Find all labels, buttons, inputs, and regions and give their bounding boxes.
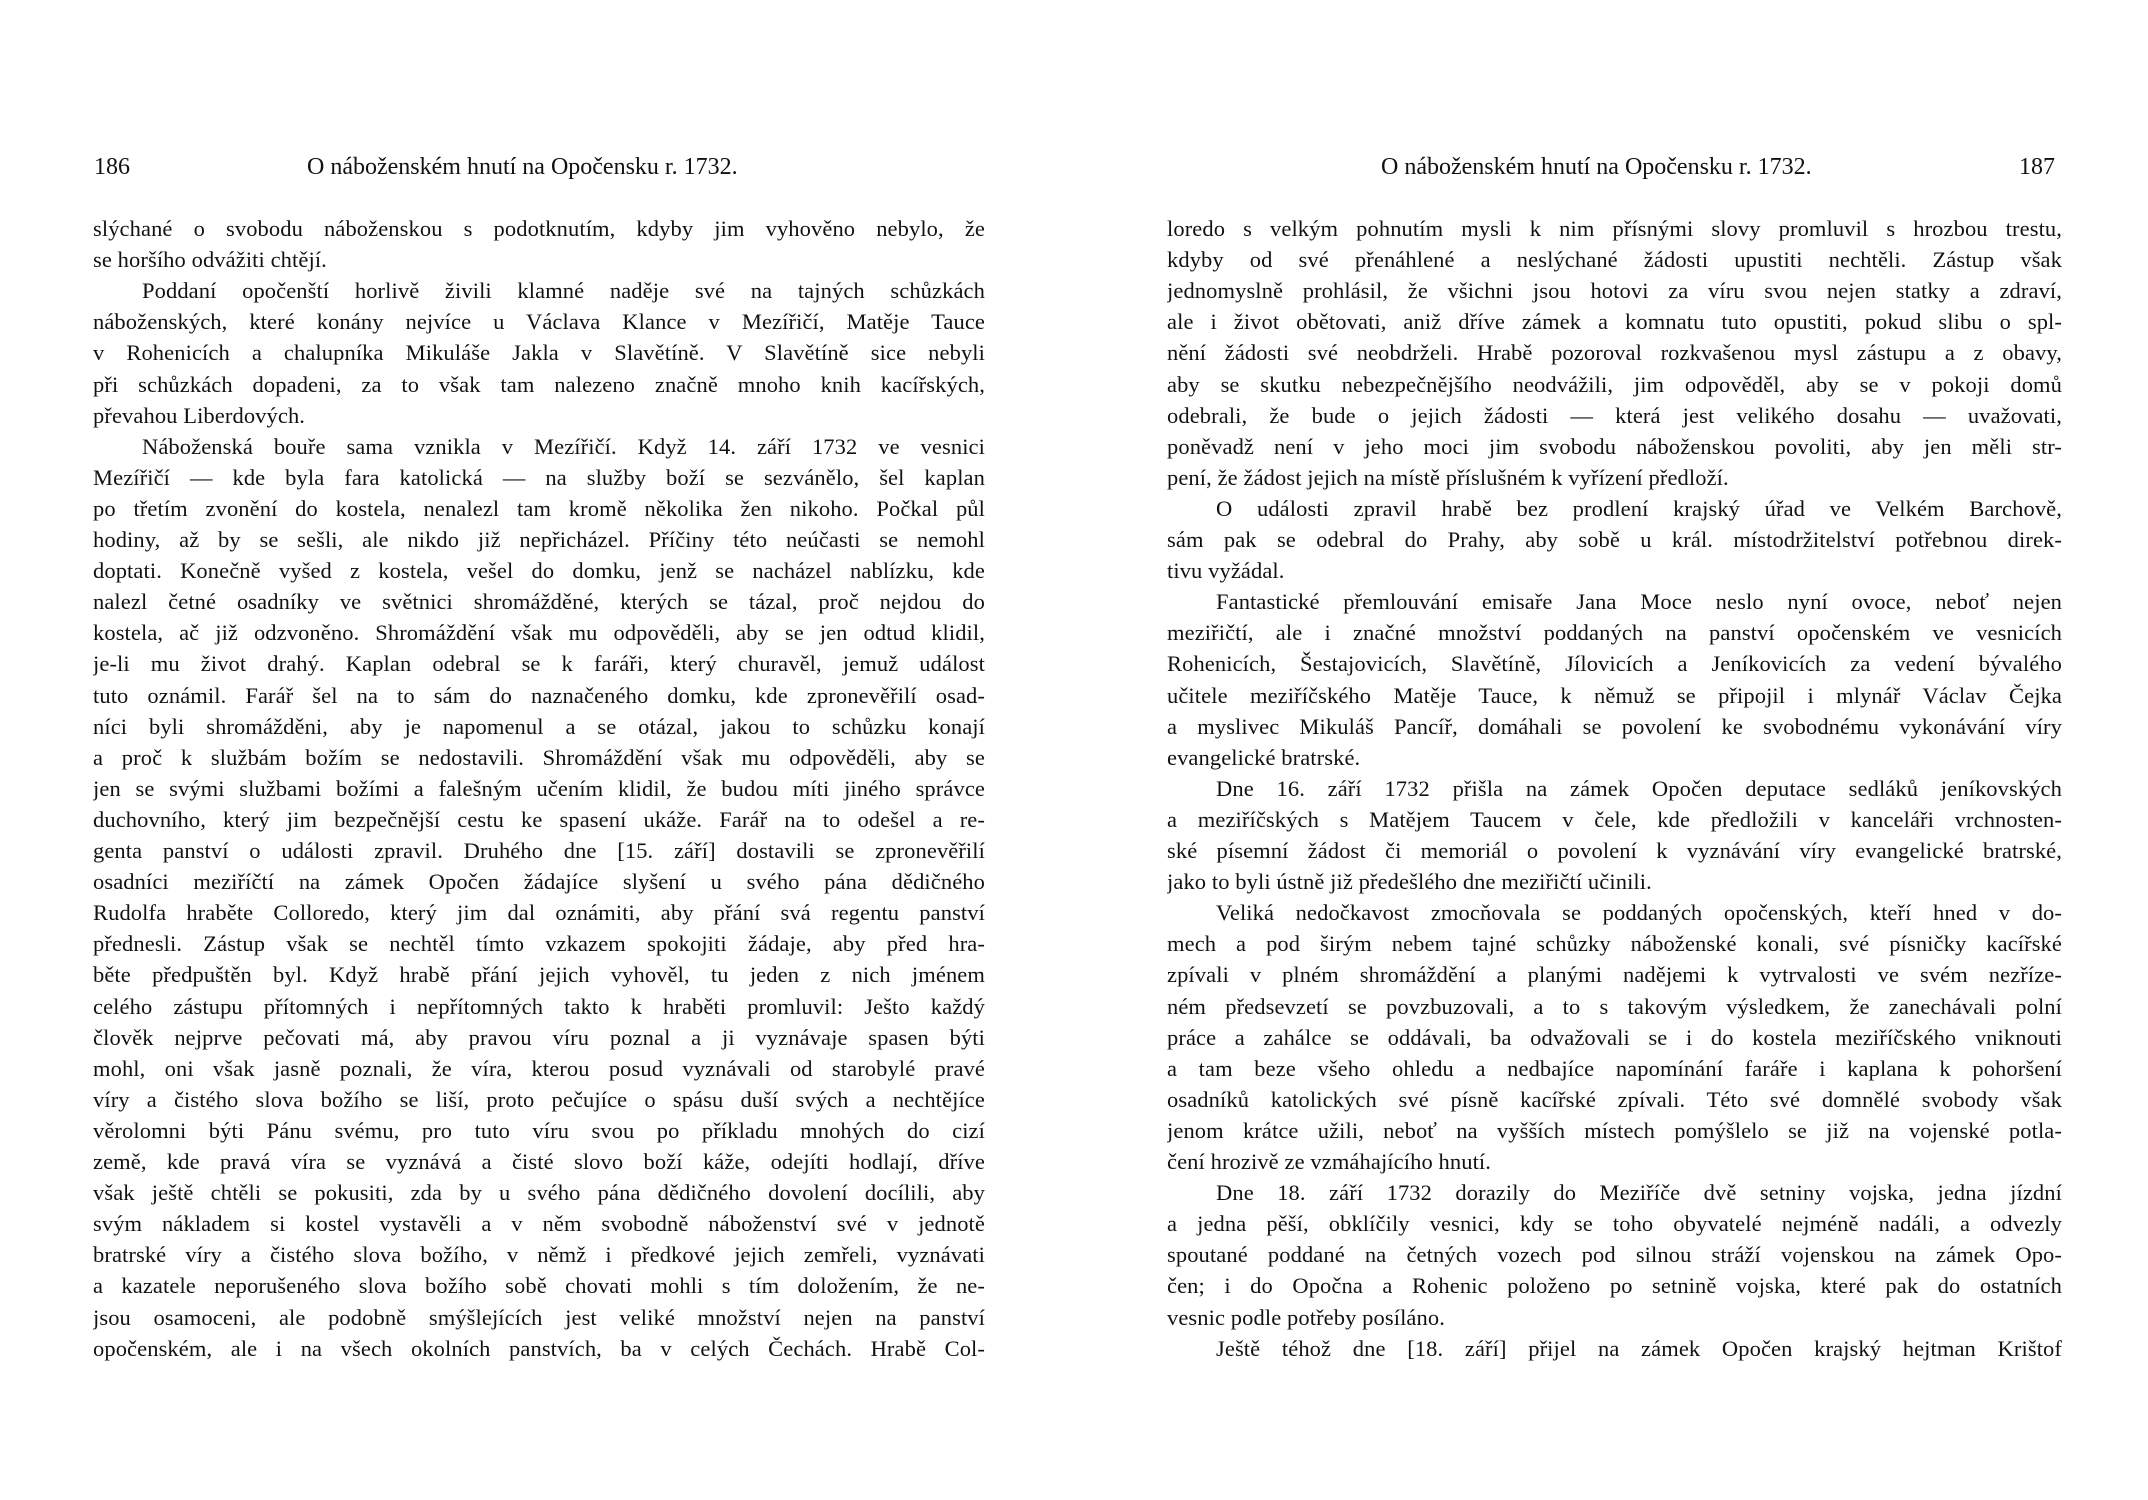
text-line: Rohenicích, Šestajovicích, Slavětíně, Jílovicích a Jeníkovicích za vedení bývalého	[1167, 651, 2062, 677]
text-line: ale i život obětovati, aniž dříve zámek a komnatu tuto opustiti, pokud slibu o spl-	[1167, 309, 2062, 335]
text-line: Náboženská bouře sama vznikla v Mezířičí. Když 14. září 1732 ve vesnici	[142, 433, 985, 459]
text-line: a jedna pěší, obklíčily vesnici, kdy se toho obyvatelé nejméně nadáli, a odvezly	[1167, 1211, 2062, 1237]
text-line: člověk nejprve pečovati má, aby pravou víru poznal a ji vyznávaje spasen býti	[93, 1024, 985, 1050]
text-line: O události zpravil hrabě bez prodlení krajský úřad ve Velkém Barchově,	[1216, 495, 2062, 521]
text-line: svým nákladem si kostel vystavěli a v něm svobodně náboženství své v jednotě	[93, 1211, 985, 1237]
text-line: hodiny, až by se sešli, ale nikdo již nepřicházel. Příčiny této neúčasti se nemohl	[93, 527, 985, 552]
text-line: evangelické bratrské.	[1167, 744, 1361, 770]
text-line: zpívali v plném shromáždění a planými nadějemi k vytrvalosti ve svém nezříze-	[1167, 962, 2062, 988]
text-line: doptati. Konečně vyšed z kostela, vešel do domku, jenž se nacházel nablízku, kde	[93, 558, 985, 584]
text-line: a myslivec Mikuláš Pancíř, domáhali se povolení ke svobodnému vykonávání víry	[1167, 713, 2062, 739]
text-line: tuto oznámil. Farář šel na to sám do naznačeného domku, kde zpronevěřilí osad-	[93, 682, 985, 708]
body-text	[1074, 0, 2148, 1500]
text-line: osadníků katolických své písně kacířské zpívali. Této své domnělé svobody však	[1167, 1086, 2062, 1112]
text-line: kdyby od své přenáhlené a neslýchané žádosti upustiti nechtěli. Zástup však	[1167, 247, 2062, 273]
text-line: ské písemní žádost či memoriál o povolení k vyznávání víry evangelické bratrské,	[1167, 838, 2062, 863]
text-line: spoutané poddané na četných vozech pod silnou stráží vojenskou na zámek Opo-	[1167, 1242, 2062, 1268]
text-line: Dne 18. září 1732 dorazily do Meziříče dvě setniny vojska, jedna jízdní	[1216, 1180, 2062, 1206]
text-line: opočenském, ale i na všech okolních panstvích, ba v celých Čechách. Hrabě Col-	[93, 1335, 985, 1361]
text-line: věrolomni býti Pánu svému, pro tuto víru svou po příkladu mnohých do cizí	[93, 1117, 985, 1143]
text-line: jako to byli ústně již předešlého dne meziřičtí učinili.	[1167, 869, 1652, 895]
text-line: kostela, ač již odzvoněno. Shromáždění však mu odpověděli, aby se jen odtud klidil,	[93, 620, 985, 646]
text-line: jen se svými službami božími a falešným učením klidil, že budou míti jiného správce	[93, 775, 985, 801]
text-line: učitele meziříčského Matěje Tauce, k němuž se připojil i mlynář Václav Čejka	[1167, 682, 2062, 708]
text-line: tivu vyžádal.	[1167, 558, 1285, 584]
text-line: aby se skutku nebezpečnějšího neodvážili, jim odpověděl, aby se v pokoji domů	[1167, 371, 2062, 397]
text-line: Fantastické přemlouvání emisaře Jana Moce neslo nyní ovoce, neboť nejen	[1216, 589, 2062, 615]
text-line: jenom krátce užili, neboť na vyšších místech pomýšlelo se již na vojenské potla-	[1167, 1117, 2062, 1143]
text-line: jednomyslně prohlásil, že všichni jsou hotovi za víru svou nejen statky a zdraví,	[1167, 278, 2062, 304]
text-line: po třetím zvonění do kostela, nenalezl tam kromě několika žen nikoho. Počkal půl	[93, 495, 985, 521]
page-number: 187	[2019, 154, 2055, 180]
text-line: Veliká nedočkavost zmocňovala se poddaných opočenských, kteří hned v do-	[1216, 900, 2062, 926]
text-line: víry a čistého slova božího se liší, proto pečujíce o spásu duší svých a nechtějíce	[93, 1086, 985, 1112]
text-line: Poddaní opočenští horlivě živili klamné naděje své na tajných schůzkách	[142, 278, 985, 304]
text-line: Dne 16. září 1732 přišla na zámek Opočen deputace sedláků jeníkovských	[1216, 775, 2062, 801]
text-line: nění žádosti své neobdrželi. Hrabě pozoroval rozkvašenou mysl zástupu a z obavy,	[1167, 340, 2062, 366]
text-line: poněvadž není v jeho moci jim svobodu náboženskou povoliti, aby jen měli str-	[1167, 433, 2062, 459]
text-line: země, kde pravá víra se vyznává a čisté slovo boží káže, odejíti hodlají, dříve	[93, 1149, 985, 1174]
text-line: a kazatele neporušeného slova božího sobě chovati mohli s tím doložením, že ne-	[93, 1273, 985, 1299]
text-line: vesnic podle potřeby posíláno.	[1167, 1304, 1445, 1330]
text-line: náboženských, které konány nejvíce u Václava Klance v Mezířičí, Matěje Tauce	[93, 309, 985, 335]
text-line: přednesli. Zástup však se nechtěl tímto vzkazem spokojiti žádaje, aby před hra-	[93, 931, 985, 957]
right-page	[1074, 0, 2148, 1500]
text-line: při schůzkách dopadeni, za to však tam nalezeno značně mnoho knih kacířských,	[93, 371, 985, 397]
text-line: se horšího odvážiti chtějí.	[93, 247, 327, 273]
text-line: duchovního, který jim bezpečnější cestu ke spasení ukáže. Farář na to odešel a re-	[93, 806, 985, 832]
text-line: Ještě téhož dne [18. září] přijel na zámek Opočen krajský hejtman Krištof	[1216, 1335, 2062, 1361]
text-line: níci byli shromážděni, aby je napomenul a se otázal, jakou to schůzku konají	[93, 713, 985, 739]
text-line: v Rohenicích a chalupníka Mikuláše Jakla v Slavětíně. V Slavětíně sice nebyli	[93, 340, 985, 366]
running-head: O náboženském hnutí na Opočensku r. 1732.	[307, 154, 738, 180]
text-line: ném předsevzetí se povzbuzovali, a to s takovým výsledkem, že zanechávali polní	[1167, 993, 2062, 1019]
text-line: převahou Liberdových.	[93, 402, 306, 428]
text-line: nalezl četné osadníky ve světnici shromážděné, kterých se tázal, proč nejdou do	[93, 589, 985, 615]
text-line: práce a zahálce se oddávali, ba odvažovali se i do kostela meziříčského vniknouti	[1167, 1024, 2062, 1050]
text-line: sám pak se odebral do Prahy, aby sobě u král. místodržitelství potřebnou direk-	[1167, 527, 2062, 552]
page-number: 186	[94, 154, 130, 180]
text-line: bratrské víry a čistého slova božího, v němž i předkové jejich zemřeli, vyznávati	[93, 1242, 985, 1268]
text-line: osadníci meziříčtí na zámek Opočen žádajíce slyšení u svého pána dědičného	[93, 869, 985, 895]
text-line: meziřičtí, ale i značné množství poddaných na panství opočenském ve vesnicích	[1167, 620, 2062, 646]
text-line: odebrali, že bude o jejich žádosti — která jest velikého dosahu — uvažovati,	[1167, 402, 2062, 428]
text-line: genta panství o události zpravil. Druhého dne [15. září] dostavili se zpronevěřilí	[93, 838, 985, 863]
text-line: mohl, oni však jasně poznali, že víra, kterou posud vyznávali od starobylé pravé	[93, 1055, 985, 1081]
text-line: však ještě chtěli se pokusiti, zda by u svého pána dědičného dovolení docílili, aby	[93, 1180, 985, 1206]
running-head: O náboženském hnutí na Opočensku r. 1732.	[1381, 154, 1812, 180]
text-line: slýchané o svobodu náboženskou s podotknutím, kdyby jim vyhověno nebylo, že	[93, 216, 985, 241]
text-line: a proč k službám božím se nedostavili. Shromáždění však mu odpověděli, aby se	[93, 744, 985, 770]
text-line: mech a pod širým nebem tajné schůzky náboženské konali, své písničky kacířské	[1167, 931, 2062, 957]
text-line: běte předpuštěn byl. Když hrabě přání jejich vyhověl, tu jeden z nich jménem	[93, 962, 985, 988]
text-line: a tam beze všeho ohledu a nedbajíce napomínání faráře i kaplana k pohoršení	[1167, 1055, 2062, 1081]
text-line: je-li mu život drahý. Kaplan odebral se k faráři, který churavěl, jemuž událost	[93, 651, 985, 677]
text-line: celého zástupu přítomných i nepřítomných takto k hraběti promluvil: Ješto každý	[93, 993, 985, 1019]
text-line: Mezířičí — kde byla fara katolická — na služby boží se sezvánělo, šel kaplan	[93, 464, 985, 490]
text-line: čení hrozivě ze vzmáhajícího hnutí.	[1167, 1149, 1491, 1174]
text-line: čen; i do Opočna a Rohenic položeno po setnině vojska, které pak do ostatních	[1167, 1273, 2062, 1299]
text-line: loredo s velkým pohnutím mysli k nim přísnými slovy promluvil s hrozbou trestu,	[1167, 216, 2062, 241]
text-line: a meziříčských s Matějem Taucem v čele, kde předložili v kanceláři vrchnosten-	[1167, 806, 2062, 832]
text-line: pení, že žádost jejich na místě příslušném k vyřízení předloží.	[1167, 464, 1729, 490]
text-line: jsou osamoceni, ale podobně smýšlejících jest veliké množství nejen na panství	[93, 1304, 985, 1330]
text-line: Rudolfa hraběte Colloredo, který jim dal oznámiti, aby přání svá regentu panství	[93, 900, 985, 926]
